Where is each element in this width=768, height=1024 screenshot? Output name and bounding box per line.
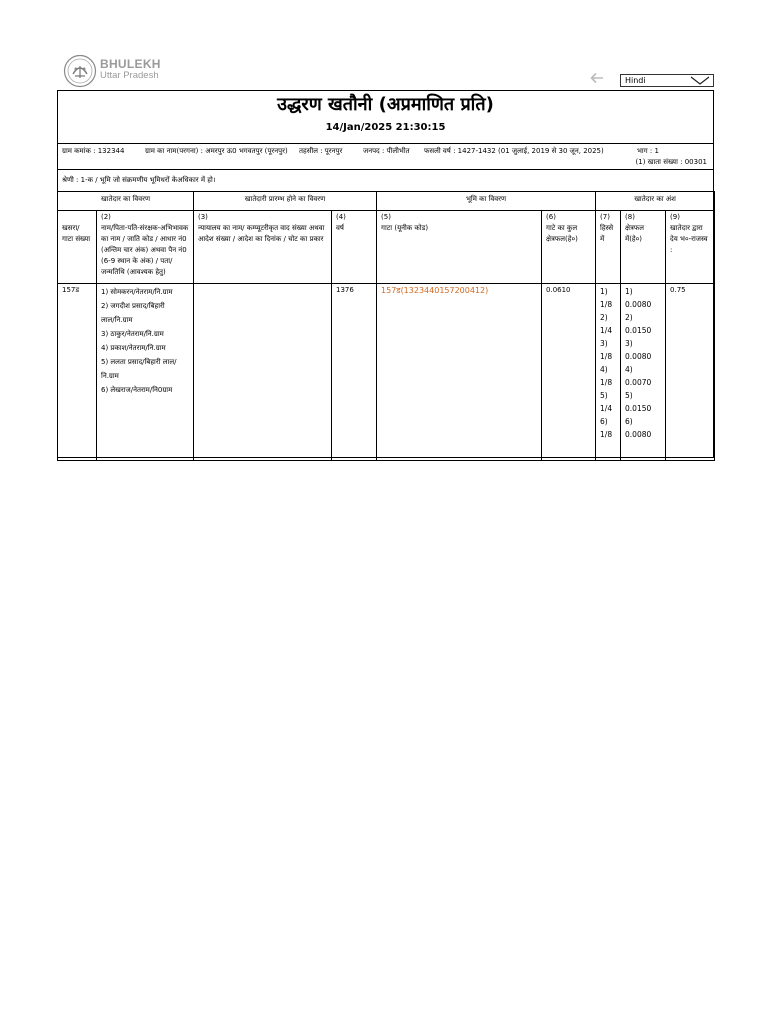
court-cell: [194, 284, 332, 461]
col-revenue: (9) खातेदार द्वारा देय भ०-राजस्व :: [666, 211, 715, 284]
share-line: 1/4: [600, 326, 613, 335]
area-line: 0.0150: [625, 326, 652, 335]
group-owner-details: खातेदार का विवरण: [58, 192, 194, 211]
plot-unique-code-link[interactable]: 157ड(1323440157200412): [381, 286, 489, 295]
share-line: 1/8: [600, 430, 613, 439]
share-line: 6): [600, 417, 608, 426]
area-line: 0.0080: [625, 430, 652, 439]
column-header-row: [58, 211, 715, 284]
area-line: 1): [625, 287, 633, 296]
village-code: ग्राम कमांक : 132344: [62, 147, 125, 155]
area-line: 6): [625, 417, 633, 426]
khatauni-document: [57, 90, 714, 458]
area-line: 5): [625, 391, 633, 400]
brand: [100, 58, 161, 82]
brand-subtitle: Uttar Pradesh: [100, 70, 159, 81]
owner-line: 3) ठाकुर/नेतराम/नि.ग्राम: [101, 330, 164, 338]
village-name: ग्राम का नाम(परगना) : अमरपुर ऊ0 भगवतपुर (पूरनपुर): [145, 147, 288, 155]
divider: [58, 143, 713, 144]
divider: [58, 169, 713, 170]
area-line: 2): [625, 313, 633, 322]
share-line: 4): [600, 365, 608, 374]
owner-line: 4) प्रकाश/नेतराम/नि.ग्राम: [101, 344, 166, 352]
brand-name: BHULEKH: [100, 57, 161, 71]
year-cell: 1376: [332, 284, 377, 461]
col-plot: (5) गाटा (यूनीक कोड): [377, 211, 542, 284]
revenue-cell: 0.75: [666, 284, 715, 461]
district: जनपद : पीलीभीत: [363, 147, 410, 155]
plot-cell: [377, 284, 542, 461]
area-line: 0.0080: [625, 300, 652, 309]
group-land-details: भूमि का विवरण: [377, 192, 596, 211]
col-share: (7) हिस्से में: [596, 211, 621, 284]
share-line: 5): [600, 391, 608, 400]
owners-cell: [97, 284, 194, 461]
area-line: 4): [625, 365, 633, 374]
back-arrow-icon[interactable]: [590, 72, 604, 84]
owner-line: 6) लेखराज/नेतराम/नि0ग्राम: [101, 386, 173, 394]
account-number: (1) खाता संख्या : 00301: [635, 158, 707, 166]
share-line: 2): [600, 313, 608, 322]
total-area-cell: 0.0610: [542, 284, 596, 461]
share-line: 1/4: [600, 404, 613, 413]
share-cell: [596, 284, 621, 461]
document-title: उद्धरण खतौनी (अप्रमाणित प्रति): [277, 94, 494, 115]
group-header-row: [58, 192, 715, 211]
area-line: 3): [625, 339, 633, 348]
owner-line: 1) सोमकरन/नेतराम/नि.ग्राम: [101, 288, 173, 296]
owner-line: लाल/नि.ग्राम: [101, 316, 133, 324]
area-line: 0.0080: [625, 352, 652, 361]
col-owner-name: (2) नाम/पिता-पति-संरक्षक-अभिभावक का नाम / जाति कोड / आधार नं0 (अन्तिम चार अंक) अथवा पैन नं0 (6-9 स्थान के अंक) / पता/ जन्मतिथि (आवश्यक हेतु): [97, 211, 194, 284]
owner-line: 5) ललता प्रसाद/बिहारी लाल/: [101, 358, 177, 366]
share-line: 1/8: [600, 352, 613, 361]
up-emblem-logo: [63, 54, 97, 88]
col-total-area: (6) गाटे का कुल क्षेत्रफल(हे०): [542, 211, 596, 284]
document-datetime: 14/Jan/2025 21:30:15: [325, 122, 446, 133]
owner-line: 2) जगदीश प्रसाद/बिहारी: [101, 302, 165, 310]
area-line: 0.0150: [625, 404, 652, 413]
share-line: 1): [600, 287, 608, 296]
share-line: 1/8: [600, 300, 613, 309]
group-tenure-start: खातेदारी प्रारम्भ होने का विवरण: [194, 192, 377, 211]
col-court: (3) न्यायालय का नाम/ कम्प्यूटरीकृत वाद संख्या अथवा आदेश संख्या / आदेश का दिनांक / चोट का प्रकार: [194, 211, 332, 284]
khasra-cell: 157ड: [58, 284, 97, 461]
part: भाग : 1: [637, 147, 659, 155]
owner-line: नि.ग्राम: [101, 372, 119, 380]
col-year: (4) वर्ष: [332, 211, 377, 284]
share-line: 3): [600, 339, 608, 348]
language-select-value: Hindi: [625, 76, 646, 85]
area-line: 0.0070: [625, 378, 652, 387]
site-header: [60, 52, 716, 92]
group-owner-share: खातेदार का अंश: [596, 192, 715, 211]
language-select[interactable]: [620, 74, 714, 87]
chevron-down-icon: [690, 76, 710, 85]
fasli-year: फसली वर्ष : 1427-1432 (01 जुलाई, 2019 से 30 जून, 2025): [424, 147, 604, 155]
col-area: (8) क्षेत्रफल में(हे०): [621, 211, 666, 284]
tehsil: तहसील : पूरनपुर: [299, 147, 343, 155]
land-category: श्रेणी : 1-क / भूमि जो संक्रमणीय भूमिधरों केअधिकार में हो।: [62, 176, 216, 184]
col-khasra: खसरा/ गाटा संख्या: [58, 211, 97, 284]
table-row: [58, 284, 715, 461]
share-line: 1/8: [600, 378, 613, 387]
khatauni-table: [57, 191, 715, 461]
area-cell: [621, 284, 666, 461]
